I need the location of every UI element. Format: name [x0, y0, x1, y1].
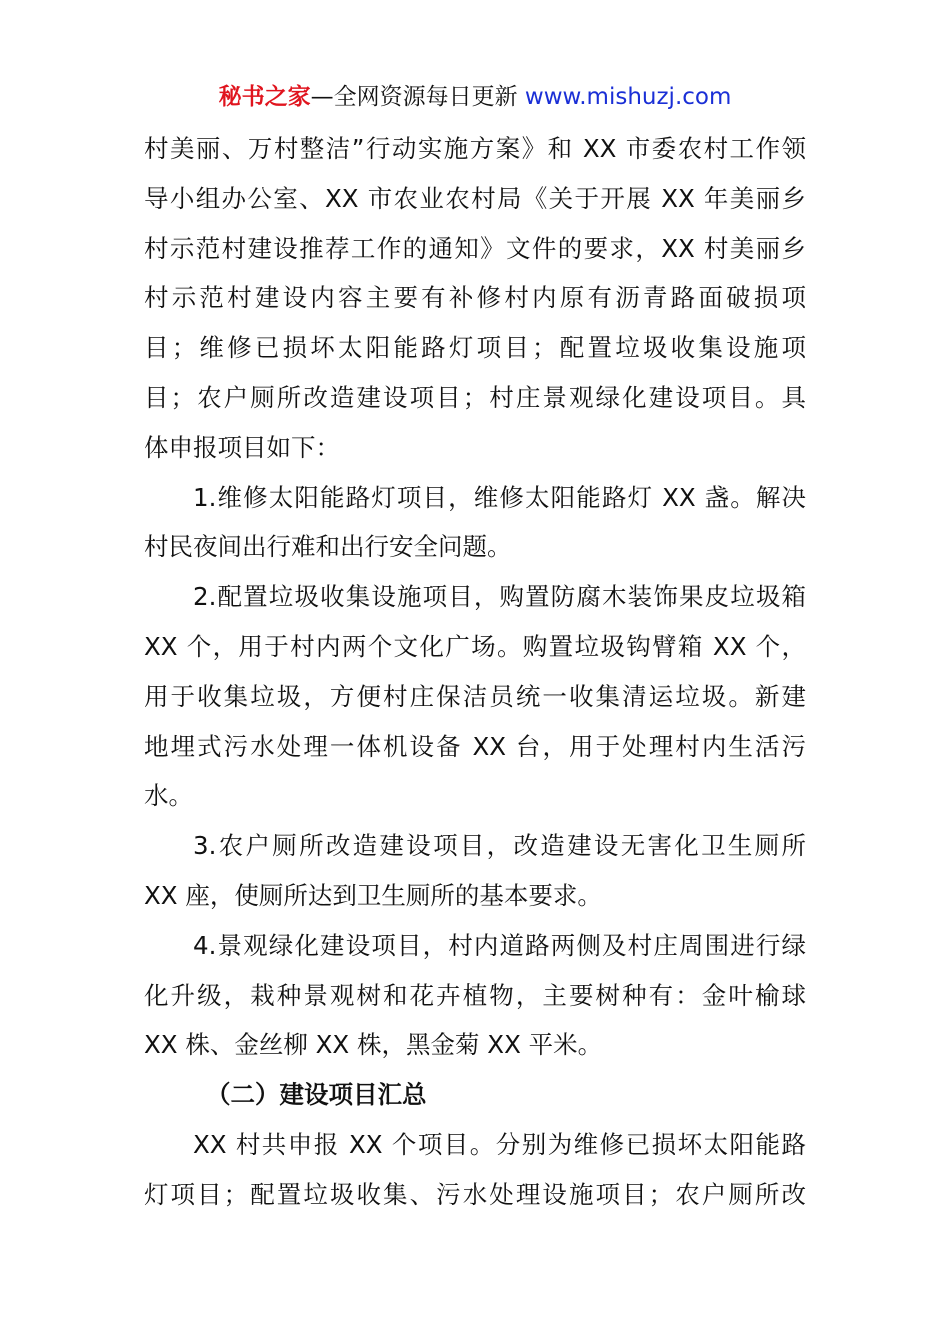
- body-text-line: 目；维修已损坏太阳能路灯项目；配置垃圾收集设施项: [144, 333, 806, 363]
- body-text-line: XX 村共申报 XX 个项目。分别为维修已损坏太阳能路: [193, 1129, 806, 1159]
- section-heading: （二）建设项目汇总: [206, 1080, 427, 1110]
- body-text-line: 导小组办公室、XX 市农业农村局《关于开展 XX 年美丽乡: [144, 183, 806, 213]
- page-header: [0, 82, 950, 112]
- body-text-line: 3.农户厕所改造建设项目，改造建设无害化卫生厕所: [193, 831, 806, 861]
- body-text-line: 化升级，栽种景观树和花卉植物，主要树种有：金叶榆球: [144, 980, 806, 1010]
- body-text-line: 水。: [144, 781, 193, 811]
- body-text-line: XX 座，使厕所达到卫生厕所的基本要求。: [144, 880, 602, 910]
- body-text-line: 村示范村建设内容主要有补修村内原有沥青路面破损项: [144, 283, 806, 313]
- body-text-line: 目；农户厕所改造建设项目；村庄景观绿化建设项目。具: [144, 382, 806, 412]
- body-text-line: 体申报项目如下：: [144, 432, 340, 462]
- body-text-line: 用于收集垃圾，方便村庄保洁员统一收集清运垃圾。新建: [144, 681, 806, 711]
- body-text-line: 村示范村建设推荐工作的通知》文件的要求，XX 村美丽乡: [144, 233, 806, 263]
- body-text-line: 村美丽、万村整洁”行动实施方案》和 XX 市委农村工作领: [144, 134, 806, 163]
- body-text-line: XX 个，用于村内两个文化广场。购置垃圾钩臂箱 XX 个，: [144, 631, 806, 661]
- body-text-line: 1.维修太阳能路灯项目，维修太阳能路灯 XX 盏。解决: [193, 482, 806, 512]
- header-tagline: —全网资源每日更新: [310, 84, 525, 110]
- header-site-link[interactable]: www.mishuzj.com: [524, 84, 732, 110]
- body-text-line: 4.景观绿化建设项目，村内道路两侧及村庄周围进行绿: [193, 930, 806, 960]
- body-text-line: 村民夜间出行难和出行安全问题。: [144, 532, 512, 562]
- body-text-line: 灯项目；配置垃圾收集、污水处理设施项目；农户厕所改: [144, 1179, 806, 1209]
- document-body: [144, 124, 806, 1220]
- header-brand: 秘书之家: [218, 84, 311, 110]
- body-text-line: XX 株、金丝柳 XX 株，黑金菊 XX 平米。: [144, 1030, 603, 1060]
- body-text-line: 地埋式污水处理一体机设备 XX 台，用于处理村内生活污: [144, 731, 806, 761]
- body-text-line: 2.配置垃圾收集设施项目，购置防腐木装饰果皮垃圾箱: [193, 582, 806, 612]
